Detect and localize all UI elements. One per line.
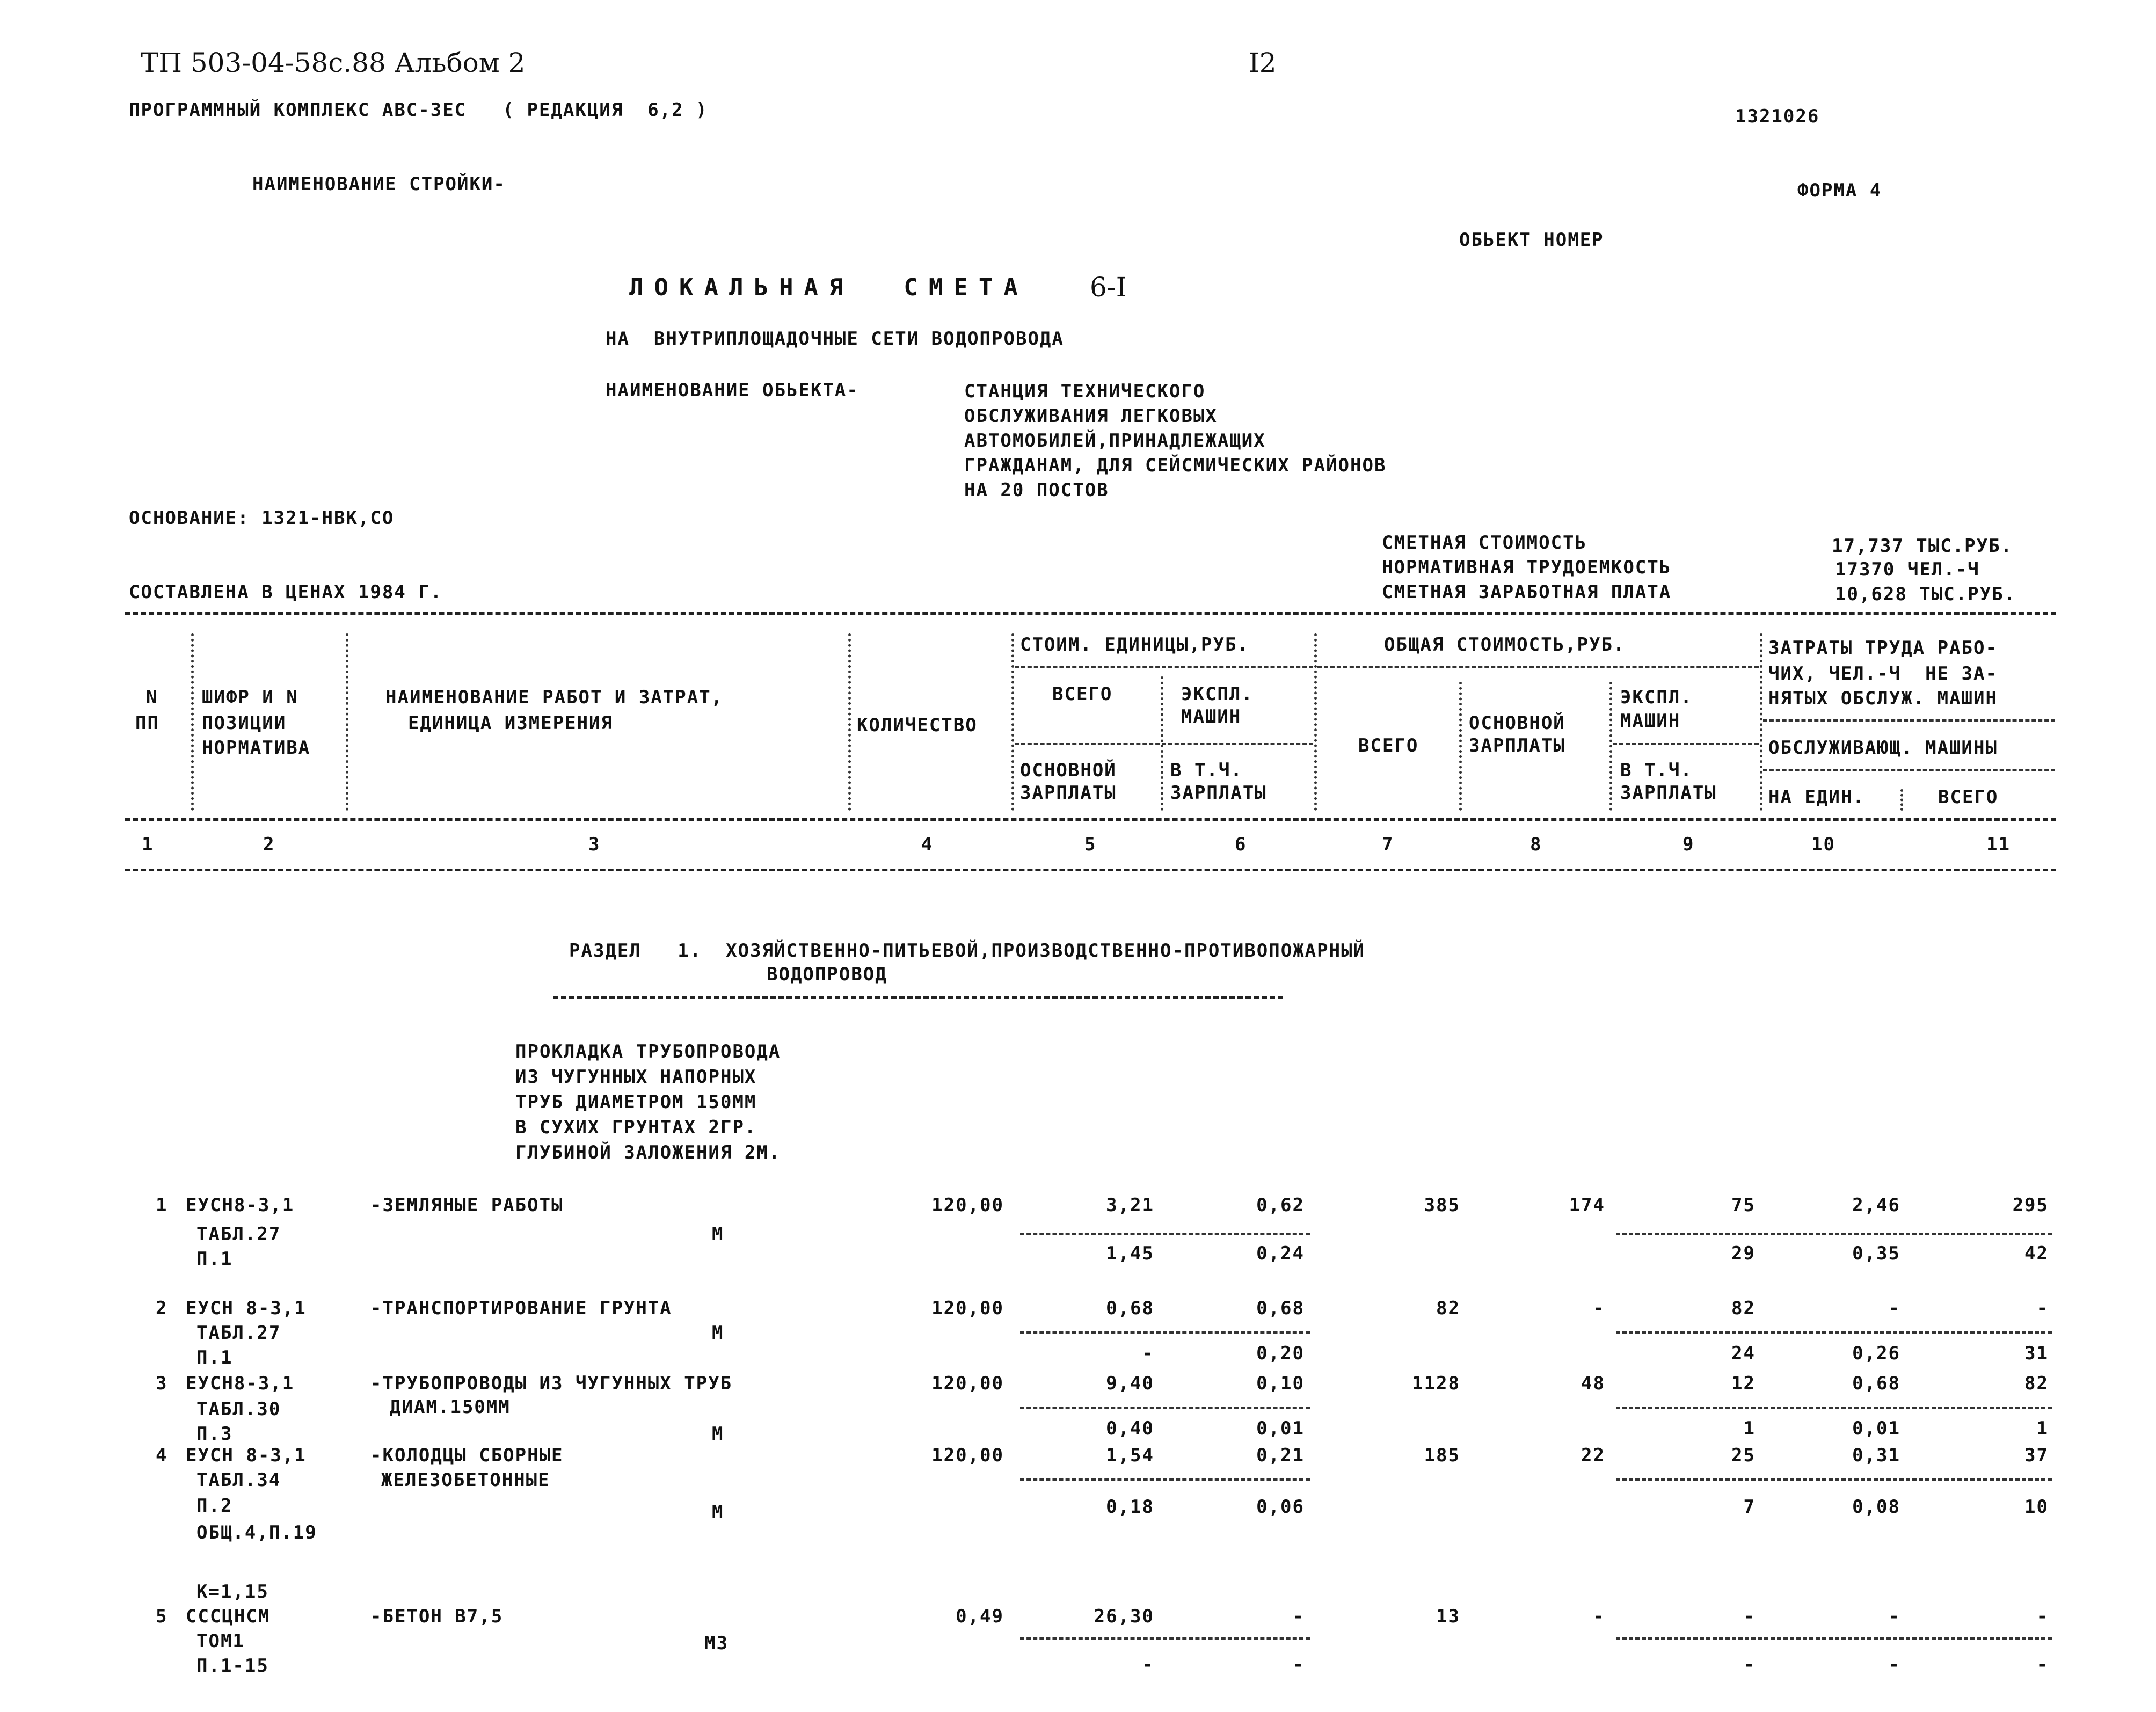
cell-rule xyxy=(1020,1637,1310,1640)
row-unit-mach: 0,10 xyxy=(1256,1373,1305,1394)
row-labor-unit: 0,68 xyxy=(1852,1373,1900,1394)
summary-cost-label: СМЕТНАЯ СТОИМОСТЬ xyxy=(1382,532,1587,553)
row-labor-total: 82 xyxy=(2024,1373,2049,1394)
summary-salary-label: СМЕТНАЯ ЗАРАБОТНАЯ ПЛАТА xyxy=(1382,581,1672,603)
row-total-mach: - xyxy=(1743,1606,1756,1627)
col-header-labor-sub: ОБСЛУЖИВАЮЩ. МАШИНЫ xyxy=(1768,737,1998,759)
col-header-unit-mach: МАШИН xyxy=(1181,706,1242,727)
cell-rule xyxy=(1020,1407,1310,1409)
col-header-unit-incl: ЗАРПЛАТЫ xyxy=(1170,782,1267,804)
group-description xyxy=(515,1043,781,1169)
row-total-incl: 1 xyxy=(1743,1418,1756,1439)
row-total-mach: 75 xyxy=(1731,1194,1756,1216)
column-separator xyxy=(1609,682,1612,811)
row-total-base: 22 xyxy=(1581,1445,1605,1466)
group-line: В СУХИХ ГРУНТАХ 2ГР. xyxy=(515,1117,757,1138)
row-code: П.1 xyxy=(196,1248,233,1270)
column-separator xyxy=(1760,633,1762,811)
col-header-total-base: ОСНОВНОЙ xyxy=(1469,712,1565,734)
col-number: 4 xyxy=(921,834,934,855)
row-labor-unit: 0,31 xyxy=(1852,1445,1900,1466)
row-code: ЕУСН 8-3,1 xyxy=(186,1445,307,1466)
construction-label: НАИМЕНОВАНИЕ СТРОЙКИ- xyxy=(252,173,506,195)
row-labor-unit-machine: 0,35 xyxy=(1852,1243,1900,1264)
col-header-total-mach: ЭКСПЛ. xyxy=(1620,687,1693,708)
row-unit-total: 1,54 xyxy=(1106,1445,1154,1466)
row-quantity: 120,00 xyxy=(931,1298,1004,1319)
row-unit-base: 0,18 xyxy=(1106,1496,1154,1518)
summary-labor-label: НОРМАТИВНАЯ ТРУДОЕМКОСТЬ xyxy=(1382,557,1672,578)
row-total-base: 48 xyxy=(1581,1373,1605,1394)
row-labor-total-machine: 31 xyxy=(2024,1343,2049,1364)
page-title: ЛОКАЛЬНАЯ СМЕТА xyxy=(629,274,1029,301)
col-header-labor-unit: НА ЕДИН. xyxy=(1768,786,1865,808)
row-labor-unit: - xyxy=(1888,1298,1900,1319)
header-rule xyxy=(1763,719,2055,722)
row-total: 13 xyxy=(1436,1606,1460,1627)
col-header-unit-cost: СТОИМ. ЕДИНИЦЫ,РУБ. xyxy=(1020,634,1249,655)
row-unit-mach: - xyxy=(1292,1606,1305,1627)
summary-cost-value: 17,737 ТЫС.РУБ. xyxy=(1832,535,2013,557)
row-unit-incl: - xyxy=(1292,1654,1305,1675)
object-number-label: ОБЬЕКТ НОМЕР xyxy=(1459,229,1604,251)
row-total: 385 xyxy=(1424,1194,1460,1216)
row-number: 1 xyxy=(156,1194,168,1216)
row-total-base: - xyxy=(1593,1298,1605,1319)
col-header-labor: ЧИХ, ЧЕЛ.-Ч НЕ ЗА- xyxy=(1768,663,1998,684)
group-line: ИЗ ЧУГУННЫХ НАПОРНЫХ xyxy=(515,1066,757,1088)
row-unit-incl: 0,06 xyxy=(1256,1496,1305,1518)
header-rule xyxy=(1763,769,2055,771)
row-code: ЕУСН8-3,1 xyxy=(186,1194,295,1216)
row-code: П.2 xyxy=(196,1495,233,1517)
row-code: П.1 xyxy=(196,1347,233,1368)
row-code: ЕУСН8-3,1 xyxy=(186,1373,295,1394)
row-work-name: -КОЛОДЦЫ СБОРНЫЕ xyxy=(370,1445,564,1466)
row-total: 185 xyxy=(1424,1445,1460,1466)
cell-rule xyxy=(1020,1233,1310,1235)
col-header-total-incl: В Т.Ч. xyxy=(1620,760,1693,781)
row-labor-total-machine: - xyxy=(2036,1654,2049,1675)
row-labor-unit-machine: 0,08 xyxy=(1852,1496,1900,1518)
col-header-unit-mach: ЭКСПЛ. xyxy=(1181,683,1254,705)
row-labor-total: 37 xyxy=(2024,1445,2049,1466)
row-work-name: ДИАМ.150ММ xyxy=(390,1396,511,1418)
row-unit-mach: 0,62 xyxy=(1256,1194,1305,1216)
col-header-total-all: ВСЕГО xyxy=(1358,735,1419,756)
object-name-line: ГРАЖДАНАМ, ДЛЯ СЕЙСМИЧЕСКИХ РАЙОНОВ xyxy=(964,455,1387,476)
row-quantity: 0,49 xyxy=(956,1606,1004,1627)
table-top-rule xyxy=(125,612,2056,615)
col-header-quantity: КОЛИЧЕСТВО xyxy=(857,715,978,736)
header-rule xyxy=(1317,666,1759,668)
col-header-unit-incl: В Т.Ч. xyxy=(1170,760,1243,781)
group-line: ТРУБ ДИАМЕТРОМ 150ММ xyxy=(515,1091,757,1113)
row-unit-mach: 0,21 xyxy=(1256,1445,1305,1466)
prices-year: СОСТАВЛЕНА В ЦЕНАХ 1984 Г. xyxy=(129,581,443,603)
cell-rule xyxy=(1616,1331,2052,1334)
col-header-total-incl: ЗАРПЛАТЫ xyxy=(1620,782,1717,804)
column-separator xyxy=(1459,682,1462,811)
col-header-code: ПОЗИЦИИ xyxy=(202,712,287,734)
row-unit: М3 xyxy=(704,1633,729,1654)
row-code: ТОМ1 xyxy=(196,1630,245,1652)
cell-rule xyxy=(1616,1233,2052,1235)
row-total-mach: 12 xyxy=(1731,1373,1756,1394)
basis: ОСНОВАНИЕ: 1321-НВК,СО xyxy=(129,507,395,529)
row-quantity: 120,00 xyxy=(931,1194,1004,1216)
col-header-unit-base: ОСНОВНОЙ xyxy=(1020,760,1117,781)
row-code: ОБЩ.4,П.19 xyxy=(196,1522,317,1543)
col-header-unit-total: ВСЕГО xyxy=(1052,683,1113,705)
header-rule xyxy=(1015,743,1313,745)
row-number: 2 xyxy=(156,1298,168,1319)
row-unit-total: 3,21 xyxy=(1106,1194,1154,1216)
row-total: 1128 xyxy=(1412,1373,1460,1394)
header-rule xyxy=(125,818,2056,821)
row-unit: М xyxy=(712,1223,724,1245)
object-name xyxy=(964,382,1386,506)
row-unit: М xyxy=(712,1322,724,1344)
col-header-code: НОРМАТИВА xyxy=(202,737,311,759)
col-header-name: НАИМЕНОВАНИЕ РАБОТ И ЗАТРАТ, xyxy=(385,687,724,708)
row-labor-total: - xyxy=(2036,1298,2049,1319)
section-title-line2: ВОДОПРОВОД xyxy=(767,964,887,985)
row-unit-base: 0,40 xyxy=(1106,1418,1154,1439)
col-header-total-mach: МАШИН xyxy=(1620,710,1681,732)
header-rule xyxy=(1015,666,1313,668)
row-code: ТАБЛ.27 xyxy=(196,1322,281,1344)
row-labor-total-machine: 42 xyxy=(2024,1243,2049,1264)
row-total-incl: 24 xyxy=(1731,1343,1756,1364)
cell-rule xyxy=(1020,1478,1310,1481)
row-number: 4 xyxy=(156,1445,168,1466)
row-number: 3 xyxy=(156,1373,168,1394)
summary-labor-value: 17370 ЧЕЛ.-Ч xyxy=(1835,559,1980,580)
row-labor-total: - xyxy=(2036,1606,2049,1627)
col-number: 6 xyxy=(1235,834,1247,855)
page-number: I2 xyxy=(1249,47,1277,78)
row-code: П.1-15 xyxy=(196,1655,269,1677)
cell-rule xyxy=(1616,1637,2052,1640)
group-line: ГЛУБИНОЙ ЗАЛОЖЕНИЯ 2М. xyxy=(515,1142,781,1163)
col-number: 7 xyxy=(1382,834,1394,855)
col-number: 9 xyxy=(1682,834,1695,855)
row-number: 5 xyxy=(156,1606,168,1627)
column-separator xyxy=(1900,789,1903,811)
row-work-name: -ЗЕМЛЯНЫЕ РАБОТЫ xyxy=(370,1194,564,1216)
row-quantity: 120,00 xyxy=(931,1373,1004,1394)
row-unit-incl: 0,01 xyxy=(1256,1418,1305,1439)
row-unit-incl: 0,20 xyxy=(1256,1343,1305,1364)
row-code: СССЦНСМ xyxy=(186,1606,271,1627)
col-header-labor: НЯТЫХ ОБСЛУЖ. МАШИН xyxy=(1768,688,1998,709)
col-number: 11 xyxy=(1986,834,2011,855)
object-name-line: СТАНЦИЯ ТЕХНИЧЕСКОГО xyxy=(964,381,1206,402)
document-code: 1321026 xyxy=(1735,106,1820,127)
row-total-incl: - xyxy=(1743,1654,1756,1675)
row-unit: М xyxy=(712,1423,724,1445)
row-work-name: -ТРУБОПРОВОДЫ ИЗ ЧУГУННЫХ ТРУБ xyxy=(370,1373,733,1394)
row-work-name: -ТРАНСПОРТИРОВАНИЕ ГРУНТА xyxy=(370,1298,672,1319)
row-labor-unit: 2,46 xyxy=(1852,1194,1900,1216)
object-name-line: ОБСЛУЖИВАНИЯ ЛЕГКОВЫХ xyxy=(964,405,1218,427)
row-unit-base: - xyxy=(1142,1654,1154,1675)
column-separator xyxy=(848,633,851,811)
row-total-incl: 7 xyxy=(1743,1496,1756,1518)
row-total-incl: 29 xyxy=(1731,1243,1756,1264)
document-reference: ТП 503-04-58с.88 Альбом 2 xyxy=(141,47,526,78)
group-line: ПРОКЛАДКА ТРУБОПРОВОДА xyxy=(515,1041,781,1062)
row-unit-base: - xyxy=(1142,1343,1154,1364)
form-number: ФОРМА 4 xyxy=(1797,180,1882,201)
program-line: ПРОГРАММНЫЙ КОМПЛЕКС АВС-3ЕС ( РЕДАКЦИЯ 6,2 ) xyxy=(129,99,708,121)
column-separator xyxy=(191,633,194,811)
row-labor-unit-machine: 0,26 xyxy=(1852,1343,1900,1364)
col-header-unit-base: ЗАРПЛАТЫ xyxy=(1020,782,1117,804)
row-code: П.3 xyxy=(196,1423,233,1445)
col-number: 5 xyxy=(1084,834,1097,855)
cell-rule xyxy=(1616,1478,2052,1481)
header-rule xyxy=(1613,743,1759,745)
row-labor-total-machine: 1 xyxy=(2036,1418,2049,1439)
section-title: РАЗДЕЛ 1. ХОЗЯЙСТВЕННО-ПИТЬЕВОЙ,ПРОИЗВОДСТВЕННО-ПРОТИВОПОЖАРНЫЙ xyxy=(569,940,1366,961)
column-separator xyxy=(1011,633,1014,811)
row-total-mach: 82 xyxy=(1731,1298,1756,1319)
row-unit-total: 26,30 xyxy=(1094,1606,1154,1627)
col-header-code: ШИФР И N xyxy=(202,687,298,708)
estimate-subtitle: НА ВНУТРИПЛОЩАДОЧНЫЕ СЕТИ ВОДОПРОВОДА xyxy=(606,328,1064,349)
col-number: 3 xyxy=(588,834,601,855)
row-code: ТАБЛ.34 xyxy=(196,1469,281,1491)
col-number: 2 xyxy=(263,834,275,855)
row-quantity: 120,00 xyxy=(931,1445,1004,1466)
col-header-total-base: ЗАРПЛАТЫ xyxy=(1469,735,1565,756)
row-code: ТАБЛ.27 xyxy=(196,1223,281,1245)
row-labor-unit-machine: 0,01 xyxy=(1852,1418,1900,1439)
row-work-name: -БЕТОН В7,5 xyxy=(370,1606,504,1627)
col-header-total-cost: ОБЩАЯ СТОИМОСТЬ,РУБ. xyxy=(1384,634,1626,655)
row-labor-unit: - xyxy=(1888,1606,1900,1627)
row-unit-incl: 0,24 xyxy=(1256,1243,1305,1264)
row-total-mach: 25 xyxy=(1731,1445,1756,1466)
section-underline xyxy=(553,996,1283,999)
row-coefficient: К=1,15 xyxy=(196,1581,269,1602)
row-total: 82 xyxy=(1436,1298,1460,1319)
col-header-n: N xyxy=(146,687,158,708)
row-work-name: ЖЕЛЕЗОБЕТОННЫЕ xyxy=(381,1469,550,1491)
row-labor-total: 295 xyxy=(2012,1194,2049,1216)
col-header-unit: ЕДИНИЦА ИЗМЕРЕНИЯ xyxy=(408,712,613,734)
object-name-line: НА 20 ПОСТОВ xyxy=(964,479,1109,501)
estimate-number: 6-I xyxy=(1090,272,1127,303)
col-number: 10 xyxy=(1811,834,1835,855)
row-code: ЕУСН 8-3,1 xyxy=(186,1298,307,1319)
row-unit-total: 0,68 xyxy=(1106,1298,1154,1319)
table-header-bottom-rule xyxy=(125,869,2056,871)
col-number: 8 xyxy=(1530,834,1542,855)
row-unit-total: 9,40 xyxy=(1106,1373,1154,1394)
col-header-pp: ПП xyxy=(135,712,159,734)
row-unit-mach: 0,68 xyxy=(1256,1298,1305,1319)
row-unit: М xyxy=(712,1502,724,1523)
column-separator xyxy=(346,633,348,811)
object-name-label: НАИМЕНОВАНИЕ ОБЬЕКТА- xyxy=(606,380,859,401)
row-code: ТАБЛ.30 xyxy=(196,1398,281,1420)
cell-rule xyxy=(1020,1331,1310,1334)
row-labor-unit-machine: - xyxy=(1888,1654,1900,1675)
summary-salary-value: 10,628 ТЫС.РУБ. xyxy=(1835,584,2016,605)
col-header-labor: ЗАТРАТЫ ТРУДА РАБО- xyxy=(1768,637,1998,659)
row-total-base: - xyxy=(1593,1606,1605,1627)
object-name-line: АВТОМОБИЛЕЙ,ПРИНАДЛЕЖАЩИХ xyxy=(964,430,1266,451)
cell-rule xyxy=(1616,1407,2052,1409)
row-total-base: 174 xyxy=(1569,1194,1605,1216)
col-header-labor-total: ВСЕГО xyxy=(1938,786,1999,808)
col-number: 1 xyxy=(142,834,154,855)
row-labor-total-machine: 10 xyxy=(2024,1496,2049,1518)
row-unit-base: 1,45 xyxy=(1106,1243,1154,1264)
column-separator xyxy=(1314,633,1317,811)
